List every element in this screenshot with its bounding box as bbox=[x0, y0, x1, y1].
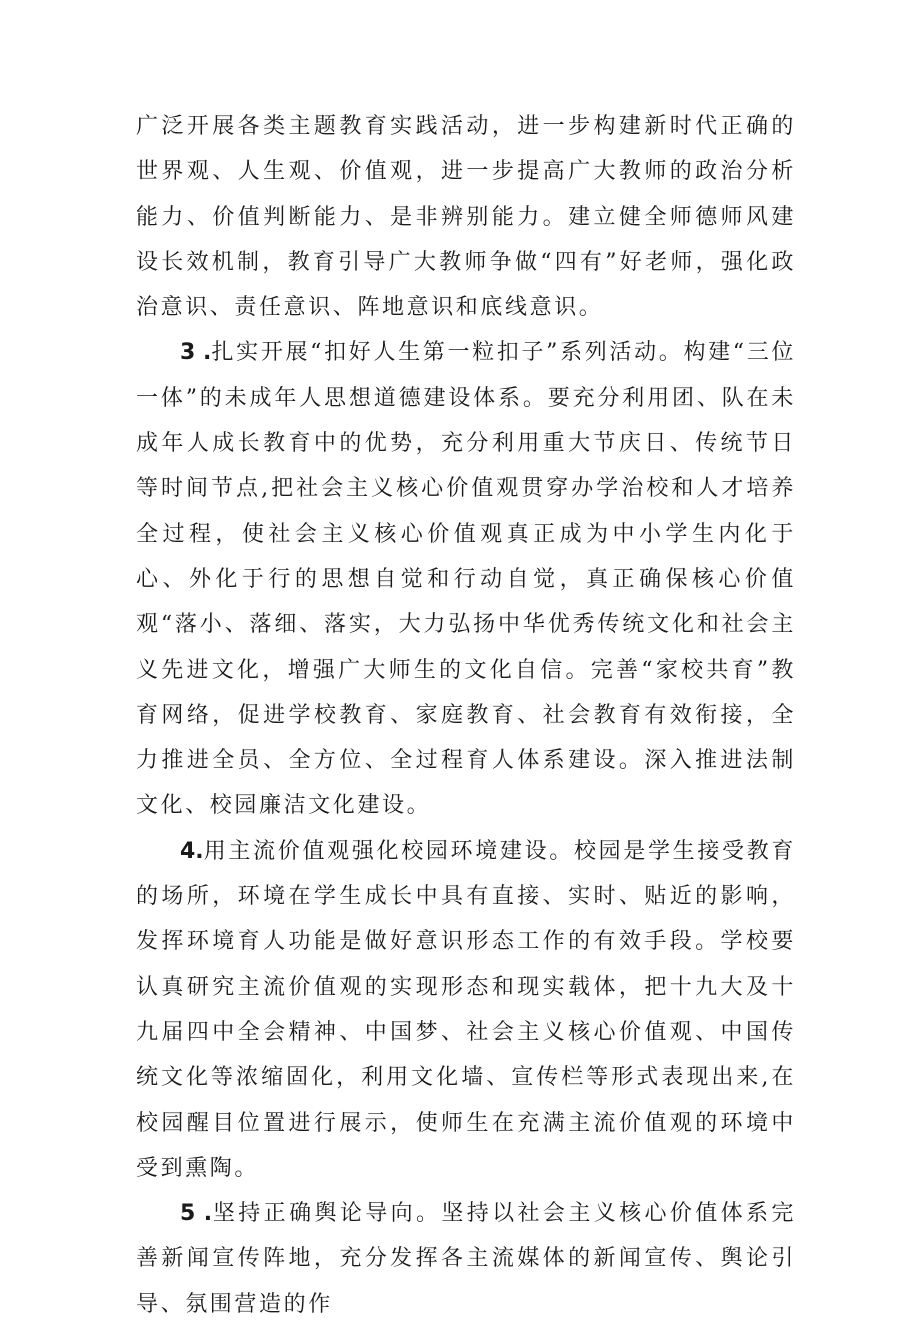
document-body bbox=[136, 104, 796, 1327]
paragraph-text: 用主流价值观强化校园环境建设。校园是学生接受教育的场所，环境在学生成长中具有直接、实时、贴近的影响，发挥环境育人功能是做好意识形态工作的有效手段。学校要认真研究主流价值观的实现形态和现实载体，把十九大及十九届四中全会精神、中国梦、社会主义核心价值观、中国传统文化等浓缩固化，利用文化墙、宣传栏等形式表现出来,在校园醒目位置进行展示，使师生在充满主流价值观的环境中受到熏陶。 bbox=[136, 838, 796, 1181]
paragraph-item-3 bbox=[136, 330, 796, 828]
paragraph-number: 3 . bbox=[180, 340, 212, 366]
paragraph-text: 坚持正确舆论导向。坚持以社会主义核心价值体系完善新闻宣传阵地，充分发挥各主流媒体的新闻宣传、舆论引导、氛围营造的作 bbox=[136, 1201, 797, 1317]
paragraph-text: 广泛开展各类主题教育实践活动，进一步构建新时代正确的世界观、人生观、价值观，进一步提高广大教师的政治分析能力、价值判断能力、是非辨别能力。建立健全师德师风建设长效机制，教育引导广大教师争做“四有”好老师，强化政治意识、责任意识、阵地意识和底线意识。 bbox=[136, 114, 796, 321]
paragraph-continuation bbox=[136, 104, 796, 330]
paragraph-text: 扎实开展“扣好人生第一粒扣子”系列活动。构建“三位一体”的未成年人思想道德建设体系。要充分利用团、队在未成年人成长教育中的优势，充分利用重大节庆日、传统节日等时间节点,把社会主义核心价值观贯穿办学治校和人才培养全过程，使社会主义核心价值观真正成为中小学生内化于心、外化于行的思想自觉和行动自觉，真正确保核心价值观“落小、落细、落实，大力弘扬中华优秀传统文化和社会主义先进文化，增强广大师生的文化自信。完善“家校共育”教育网络，促进学校教育、家庭教育、社会教育有效衔接，全力推进全员、全方位、全过程育人体系建设。深入推进法制文化、校园廉洁文化建设。 bbox=[136, 340, 796, 819]
paragraph-item-4 bbox=[136, 829, 796, 1191]
paragraph-number: 4. bbox=[180, 838, 204, 864]
paragraph-item-5 bbox=[136, 1191, 796, 1327]
paragraph-number: 5 . bbox=[180, 1201, 213, 1227]
